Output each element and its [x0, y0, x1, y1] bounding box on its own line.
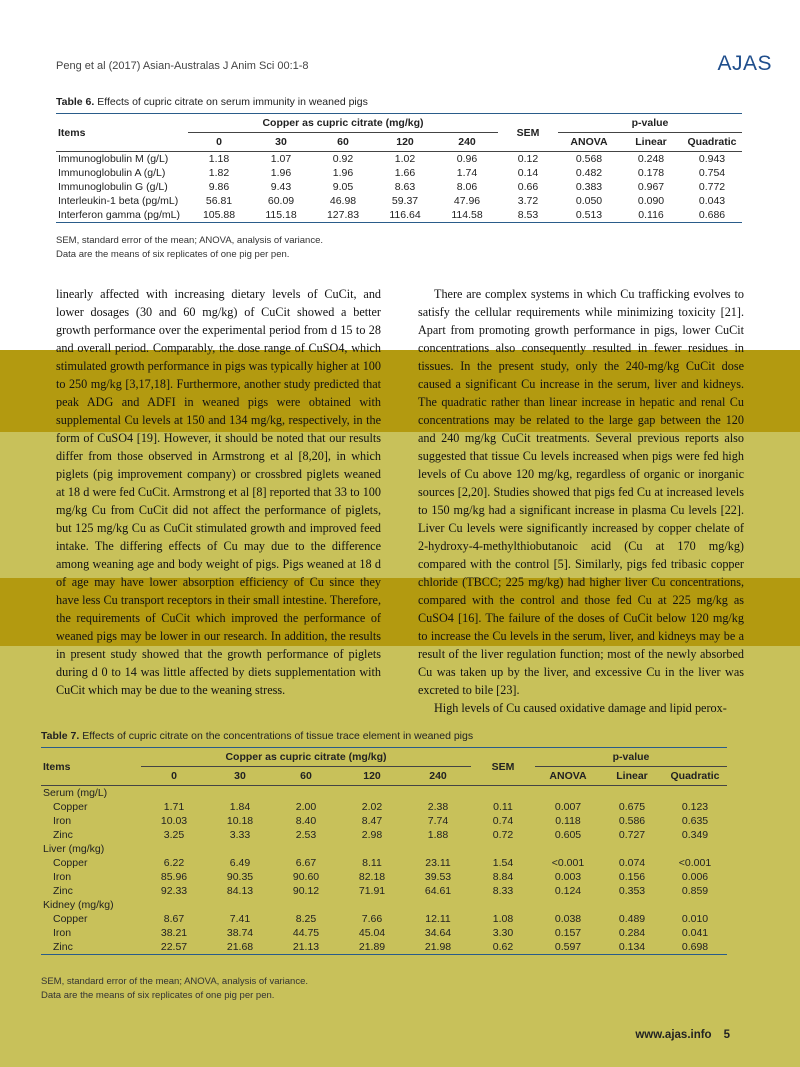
cell-p: 0.698 [681, 941, 709, 953]
paragraph: High levels of Cu caused oxidative damage and lipid perox- [434, 701, 727, 715]
cell-value: 6.22 [163, 857, 185, 869]
cell-p: 0.383 [575, 181, 603, 193]
cell-value: 21.68 [226, 941, 254, 953]
cell-sem: 8.84 [492, 871, 514, 883]
cell-value: 59.37 [391, 195, 419, 207]
table-row [56, 180, 742, 194]
cell-value: 85.96 [160, 871, 188, 883]
cell-p: 0.118 [555, 815, 581, 827]
table7-caption [41, 730, 473, 742]
cell-value: 21.89 [358, 941, 386, 953]
cell-sem: 0.11 [493, 801, 513, 813]
cell-p: 0.123 [681, 801, 709, 813]
right-column [418, 285, 744, 717]
group-row [41, 842, 727, 856]
cell-value: 92.33 [160, 885, 188, 897]
cell-value: 1.07 [270, 153, 292, 165]
t6-p-header: p-value [558, 114, 742, 133]
cell-sem: 0.66 [517, 181, 539, 193]
table-row [41, 856, 727, 870]
group-label: Kidney (mg/kg) [43, 899, 114, 911]
table-row [56, 208, 742, 223]
page-footer [635, 1029, 730, 1041]
cell-value: 1.71 [163, 801, 185, 813]
cell-value: 9.05 [332, 181, 354, 193]
cell-sem: 1.54 [492, 857, 514, 869]
cell-value: 10.03 [160, 815, 188, 827]
cell-p: 0.041 [681, 927, 709, 939]
table-row [41, 870, 727, 884]
p-subheader: ANOVA [549, 770, 587, 782]
cell-value: 22.57 [160, 941, 188, 953]
paragraph: There are complex systems in which Cu trafficking evolves to satisfy the cellular requirements while minimizing toxicity [21]. Apart from promoting growth performance in pigs, lower CuCit concentrations also consequently resulted in fewer residues in tissues. In the present study, only the 240-mg/kg CuCit dose caused a significant Cu increase in the serum, liver and kidneys. The quadratic rather than linear increase in hepatic and renal Cu concentrations may be related to the large gap between the 120 and 240 mg/kg CuCit treatments. Several previous reports also suggested that tissue Cu levels increased when pigs were fed high levels of Cu above 120 mg/kg, regardless of organic or inorganic sources [2,20]. Studies showed that pigs fed Cu at increased levels to 150 mg/kg had a significant increase in plasma Cu levels [22]. Liver Cu levels were significantly increased by copper chelate of 2-hydroxy-4-methylthiobutanoic acid (Cu at 170 mg/kg) compared with the control [5]. Similarly, pigs fed tribasic copper chloride (TBCC; 225 mg/kg) had higher liver Cu concentrations, compared with the control and those fed Cu at 225 mg/kg as CuSO4 [16]. The failure of the doses of CuCit below 120 mg/kg to increase the Cu levels in the serum, liver, and kidneys may be a result of the liver regulation function; most of the newly absorbed Cu was taken up by the liver, and excessive Cu in the liver was excreted to bile [23]. [418, 287, 744, 697]
cell-value: 114.58 [451, 209, 483, 221]
dose-header: 30 [275, 136, 287, 148]
row-label: Immunoglobulin M (g/L) [58, 153, 169, 165]
cell-p: <0.001 [551, 857, 585, 869]
group-row [41, 898, 727, 912]
cell-value: 116.64 [389, 209, 421, 221]
p-subheader: Linear [635, 136, 667, 148]
cell-value: 60.09 [267, 195, 295, 207]
table7-note: SEM, standard error of the mean; ANOVA, analysis of variance. [41, 976, 309, 987]
cell-value: 3.25 [163, 829, 185, 841]
cell-p: 0.482 [575, 167, 603, 179]
cell-p: 0.754 [698, 167, 726, 179]
cell-value: 3.33 [229, 829, 251, 841]
cell-value: 8.11 [362, 857, 382, 869]
cell-p: 0.675 [618, 801, 646, 813]
cell-p: 0.772 [698, 181, 726, 193]
dose-header: 60 [337, 136, 349, 148]
cell-sem: 0.72 [492, 829, 514, 841]
cell-value: 1.96 [270, 167, 292, 179]
row-label: Interferon gamma (pg/mL) [58, 209, 180, 221]
cell-p: 0.943 [698, 153, 726, 165]
row-label: Zinc [53, 941, 73, 953]
cell-value: 8.40 [295, 815, 317, 827]
paragraph: linearly affected with increasing dietary levels of CuCit, and lower dosages (30 and 60 mg/kg) of CuCit showed a better growth performance over the experimental period from d 15 to 28 and overall period. Comparably, the dose range of CuSO4, which stimulated growth performance in pigs was typically higher at 100 to 250 mg/kg [3,17,18]. Furthermore, another study predicted that peak ADG and ADFI in weaned pigs were obtained with supplemental Cu levels at 150 and 134 mg/kg, respectively, in the form of CuSO4 [19]. However, it should be noted that our results differ from those observed in Armstrong et al [8,20], in which piglets (pig improvement company) or crossbred piglets weaned at 18 d were fed CuCit. Armstrong et al [8] reported that 33 to 100 mg/kg Cu from CuCit did not affect the performance of piglets, but 125 mg/kg Cu as CuCit stimulated growth and improved feed intake. The differing effects of Cu may due to the difference among weaning age and body weight of pigs. Pigs weaned at 18 d of age may have lower absorption efficiency of Cu since they have less Cu transport receptors in their small intestine. Therefore, the requirements of CuCit which improved the performance of weaned pigs may be lower in our research. In addition, the results in present study showed that the growth performance of piglets during d 0 to 14 was little affected by diets supplementation with CuCit which may be due to the weaning stress. [56, 287, 381, 697]
cell-value: 90.12 [292, 885, 320, 897]
cell-p: 0.597 [554, 941, 582, 953]
table-row [41, 814, 727, 828]
cell-p: <0.001 [678, 857, 712, 869]
cell-value: 6.67 [295, 857, 317, 869]
cell-value: 71.91 [358, 885, 386, 897]
p-subheader: Quadratic [670, 770, 720, 782]
cell-value: 90.35 [226, 871, 254, 883]
cell-p: 0.006 [681, 871, 709, 883]
cell-value: 39.53 [424, 871, 452, 883]
cell-p: 0.116 [638, 209, 664, 221]
cell-sem: 0.12 [517, 153, 539, 165]
t7-items-header: Items [41, 748, 141, 786]
cell-value: 1.18 [208, 153, 230, 165]
cell-p: 0.074 [618, 857, 646, 869]
cell-sem: 8.53 [517, 209, 539, 221]
p-subheader: Quadratic [687, 136, 737, 148]
dose-header: 120 [363, 770, 381, 782]
table6-caption [56, 96, 368, 108]
group-row [41, 786, 727, 801]
cell-value: 2.00 [295, 801, 317, 813]
table-row [41, 940, 727, 955]
cell-value: 7.41 [229, 913, 251, 925]
cell-p: 0.134 [618, 941, 646, 953]
table6 [56, 113, 742, 223]
row-label: Zinc [53, 885, 73, 897]
citation: Peng et al (2017) Asian-Australas J Anim Sci 00:1-8 [56, 60, 309, 72]
table7-note: Data are the means of six replicates of one pig per pen. [41, 990, 275, 1001]
row-label: Immunoglobulin A (g/L) [58, 167, 166, 179]
cell-value: 2.98 [361, 829, 383, 841]
cell-value: 21.98 [424, 941, 452, 953]
cell-p: 0.248 [637, 153, 665, 165]
t6-items-header: Items [56, 114, 188, 152]
table-row [56, 152, 742, 167]
cell-value: 82.18 [358, 871, 386, 883]
cell-sem: 0.74 [492, 815, 514, 827]
cell-value: 1.82 [208, 167, 230, 179]
cell-p: 0.489 [618, 913, 646, 925]
cell-value: 2.02 [361, 801, 383, 813]
table6-label: Table 6. [56, 96, 95, 108]
cell-value: 47.96 [453, 195, 481, 207]
cell-value: 38.74 [226, 927, 254, 939]
cell-p: 0.859 [681, 885, 709, 897]
row-label: Copper [53, 801, 88, 813]
table-row [41, 912, 727, 926]
dose-header: 0 [171, 770, 177, 782]
cell-sem: 3.30 [492, 927, 514, 939]
group-label: Liver (mg/kg) [43, 843, 105, 855]
row-label: Immunoglobulin G (g/L) [58, 181, 168, 193]
dose-header: 0 [216, 136, 222, 148]
cell-value: 45.04 [358, 927, 386, 939]
t6-sem-header: SEM [498, 114, 558, 152]
cell-value: 10.18 [226, 815, 254, 827]
journal-logo: AJAS [717, 52, 772, 75]
cell-p: 0.090 [637, 195, 665, 207]
cell-value: 84.13 [226, 885, 254, 897]
cell-value: 12.11 [425, 913, 451, 925]
cell-value: 1.74 [456, 167, 478, 179]
cell-value: 127.83 [326, 209, 360, 221]
cell-p: 0.967 [637, 181, 665, 193]
cell-value: 1.96 [332, 167, 354, 179]
table7 [41, 747, 727, 955]
group-label: Serum (mg/L) [43, 787, 108, 799]
cell-value: 44.75 [292, 927, 320, 939]
dose-header: 240 [458, 136, 476, 148]
cell-value: 1.84 [229, 801, 251, 813]
cell-value: 34.64 [424, 927, 452, 939]
cell-p: 0.007 [554, 801, 582, 813]
cell-p: 0.513 [575, 209, 603, 221]
cell-value: 8.47 [361, 815, 383, 827]
cell-sem: 0.14 [517, 167, 539, 179]
cell-p: 0.178 [637, 167, 665, 179]
dose-header: 60 [300, 770, 312, 782]
cell-value: 21.13 [292, 941, 320, 953]
cell-p: 0.010 [681, 913, 709, 925]
p-subheader: ANOVA [570, 136, 608, 148]
table-row [41, 800, 727, 814]
row-label: Interleukin-1 beta (pg/mL) [58, 195, 179, 207]
cell-p: 0.727 [618, 829, 646, 841]
cell-p: 0.605 [554, 829, 582, 841]
cell-value: 9.86 [208, 181, 230, 193]
cell-value: 8.25 [295, 913, 317, 925]
table-row [56, 166, 742, 180]
table7-notes [41, 975, 308, 1003]
cell-value: 38.21 [160, 927, 188, 939]
cell-value: 64.61 [424, 885, 452, 897]
cell-sem: 8.33 [492, 885, 514, 897]
cell-p: 0.124 [554, 885, 582, 897]
table-row [41, 828, 727, 842]
table-row [56, 194, 742, 208]
cell-value: 9.43 [270, 181, 292, 193]
cell-p: 0.156 [618, 871, 646, 883]
cell-value: 8.06 [456, 181, 478, 193]
cell-value: 1.02 [394, 153, 416, 165]
table6-note: SEM, standard error of the mean; ANOVA, analysis of variance. [56, 235, 324, 246]
cell-value: 6.49 [229, 857, 251, 869]
cell-value: 0.92 [332, 153, 354, 165]
cell-value: 7.66 [361, 913, 383, 925]
footer-site-link[interactable]: www.ajas.info [635, 1029, 712, 1041]
t7-group-header: Copper as cupric citrate (mg/kg) [141, 748, 471, 767]
dose-header: 30 [234, 770, 246, 782]
cell-p: 0.038 [554, 913, 582, 925]
cell-value: 23.11 [425, 857, 451, 869]
table7-label: Table 7. [41, 730, 80, 742]
table6-notes [56, 234, 323, 262]
cell-sem: 3.72 [517, 195, 539, 207]
row-label: Iron [53, 815, 72, 827]
cell-p: 0.568 [575, 153, 603, 165]
dose-header: 240 [429, 770, 447, 782]
cell-p: 0.157 [554, 927, 582, 939]
page-number: 5 [723, 1029, 730, 1041]
cell-p: 0.043 [698, 195, 726, 207]
dose-header: 120 [396, 136, 414, 148]
cell-value: 8.63 [394, 181, 416, 193]
cell-p: 0.353 [618, 885, 646, 897]
t6-group-header: Copper as cupric citrate (mg/kg) [188, 114, 498, 133]
cell-value: 7.74 [427, 815, 449, 827]
cell-sem: 1.08 [492, 913, 514, 925]
cell-value: 56.81 [205, 195, 233, 207]
t7-sem-header: SEM [471, 748, 535, 786]
cell-value: 90.60 [292, 871, 320, 883]
cell-p: 0.349 [681, 829, 709, 841]
row-label: Copper [53, 913, 88, 925]
row-label: Zinc [53, 829, 73, 841]
row-label: Iron [53, 927, 72, 939]
cell-value: 115.18 [265, 209, 297, 221]
cell-p: 0.284 [618, 927, 646, 939]
cell-value: 2.53 [295, 829, 317, 841]
cell-value: 8.67 [163, 913, 185, 925]
row-label: Iron [53, 871, 72, 883]
cell-value: 105.88 [202, 209, 236, 221]
left-column [56, 285, 381, 699]
cell-sem: 0.62 [492, 941, 514, 953]
cell-p: 0.635 [681, 815, 709, 827]
table6-title: Effects of cupric citrate on serum immunity in weaned pigs [97, 96, 368, 108]
cell-value: 2.38 [427, 801, 449, 813]
cell-p: 0.686 [698, 209, 726, 221]
cell-p: 0.003 [554, 871, 582, 883]
t7-p-header: p-value [535, 748, 727, 767]
cell-value: 1.66 [394, 167, 416, 179]
p-subheader: Linear [616, 770, 648, 782]
table-row [41, 926, 727, 940]
table7-title: Effects of cupric citrate on the concentrations of tissue trace element in weaned pigs [82, 730, 474, 742]
cell-p: 0.586 [618, 815, 646, 827]
cell-value: 46.98 [329, 195, 357, 207]
cell-value: 1.88 [427, 829, 449, 841]
page-header [56, 52, 772, 82]
cell-value: 0.96 [456, 153, 478, 165]
row-label: Copper [53, 857, 88, 869]
table6-note: Data are the means of six replicates of one pig per pen. [56, 249, 290, 260]
cell-p: 0.050 [575, 195, 603, 207]
table-row [41, 884, 727, 898]
